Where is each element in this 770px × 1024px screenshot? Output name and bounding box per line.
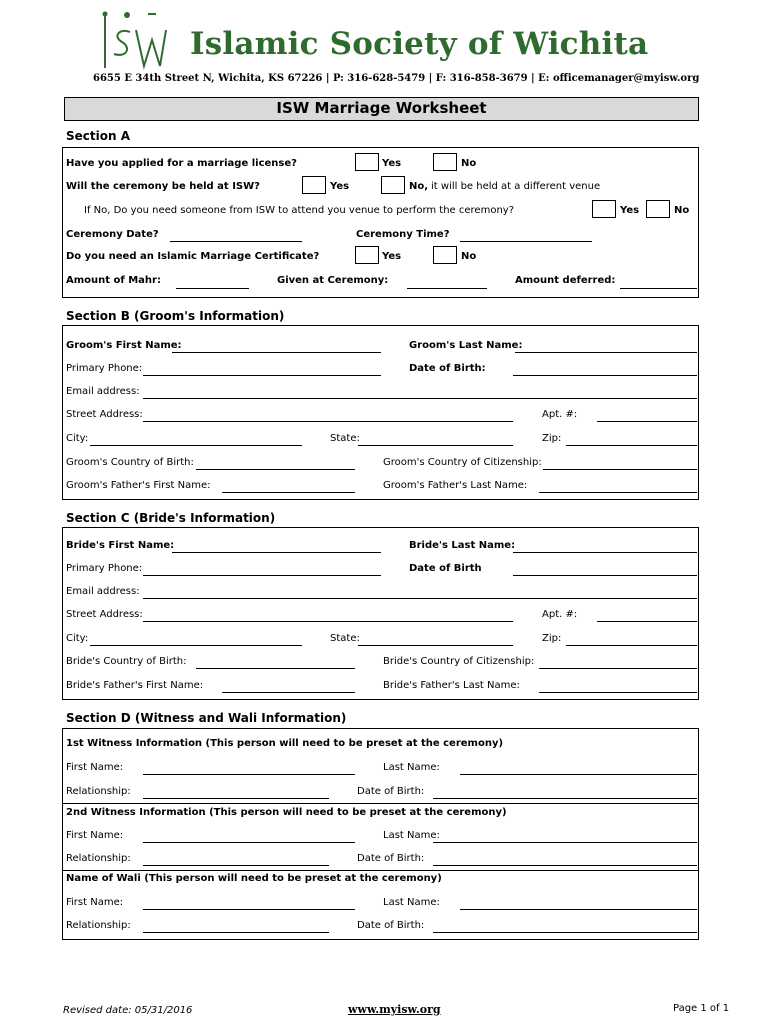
groom-dob-label: Date of Birth: <box>409 363 486 374</box>
bride-street-label: Street Address: <box>66 609 143 620</box>
groom-country-birth-field[interactable] <box>196 469 355 470</box>
wali-relationship-field[interactable] <box>143 932 329 933</box>
wali-first-name-field[interactable] <box>143 909 355 910</box>
isw-logo <box>96 10 168 72</box>
ceremony-isw-yes-label: Yes <box>330 181 350 192</box>
certificate-no-checkbox[interactable] <box>433 246 457 264</box>
witness1-dob-field[interactable] <box>433 798 697 799</box>
groom-first-name-field[interactable] <box>172 352 381 353</box>
bride-zip-field[interactable] <box>566 645 697 646</box>
bride-first-name-label: Bride's First Name: <box>66 540 175 551</box>
ceremony-isw-no-suffix: it will be held at a different venue <box>431 181 601 192</box>
groom-country-birth-label: Groom's Country of Birth: <box>66 457 194 468</box>
witness1-last-name-field[interactable] <box>460 774 697 775</box>
page-title: ISW Marriage Worksheet <box>276 99 487 117</box>
groom-city-label: City: <box>66 433 89 444</box>
witness2-relationship-field[interactable] <box>143 865 329 866</box>
groom-apt-field[interactable] <box>597 421 697 422</box>
groom-last-name-field[interactable] <box>515 352 697 353</box>
wali-dob-label: Date of Birth: <box>357 920 425 931</box>
ceremony-isw-question: Will the ceremony be held at ISW? <box>66 181 260 192</box>
witness2-heading: 2nd Witness Information (This person will need to be preset at the ceremony) <box>66 807 507 818</box>
groom-dob-field[interactable] <box>513 375 697 376</box>
bride-apt-field[interactable] <box>597 621 697 622</box>
bride-country-citizenship-field[interactable] <box>539 668 697 669</box>
groom-first-name-label: Groom's First Name: <box>66 340 182 351</box>
groom-father-last-label: Groom's Father's Last Name: <box>383 480 528 491</box>
bride-phone-field[interactable] <box>143 575 381 576</box>
given-at-ceremony-field[interactable] <box>407 288 487 289</box>
groom-city-field[interactable] <box>90 445 302 446</box>
witness1-last-name-label: Last Name: <box>383 762 440 773</box>
amount-deferred-label: Amount deferred: <box>515 275 616 286</box>
groom-country-citizenship-field[interactable] <box>543 469 697 470</box>
groom-last-name-label: Groom's Last Name: <box>409 340 523 351</box>
certificate-yes-checkbox[interactable] <box>355 246 379 264</box>
section-d-heading: Section D (Witness and Wali Information) <box>66 711 347 725</box>
witness2-divider <box>62 870 699 871</box>
bride-state-field[interactable] <box>358 645 513 646</box>
ceremony-isw-no-label: No, <box>409 181 429 192</box>
ceremony-date-label: Ceremony Date? <box>66 229 159 240</box>
witness2-first-name-field[interactable] <box>143 842 355 843</box>
groom-zip-field[interactable] <box>566 445 697 446</box>
ceremony-isw-no-checkbox[interactable] <box>381 176 405 194</box>
bride-father-first-field[interactable] <box>222 692 355 693</box>
bride-phone-label: Primary Phone: <box>66 563 143 574</box>
bride-email-label: Email address: <box>66 586 140 597</box>
groom-state-field[interactable] <box>358 445 513 446</box>
bride-father-last-field[interactable] <box>539 692 697 693</box>
groom-country-citizenship-label: Groom's Country of Citizenship: <box>383 457 542 468</box>
witness2-last-name-label: Last Name: <box>383 830 440 841</box>
ceremony-time-field[interactable] <box>460 241 592 242</box>
bride-first-name-field[interactable] <box>172 552 381 553</box>
attend-yes-checkbox[interactable] <box>592 200 616 218</box>
groom-phone-field[interactable] <box>143 375 381 376</box>
bride-dob-field[interactable] <box>513 575 697 576</box>
bride-last-name-field[interactable] <box>513 552 697 553</box>
section-a-heading: Section A <box>66 129 130 143</box>
website-link[interactable]: www.myisw.org <box>348 1003 441 1016</box>
groom-phone-label: Primary Phone: <box>66 363 143 374</box>
bride-country-citizenship-label: Bride's Country of Citizenship: <box>383 656 535 667</box>
certificate-question: Do you need an Islamic Marriage Certificate? <box>66 251 320 262</box>
witness2-dob-label: Date of Birth: <box>357 853 425 864</box>
license-yes-checkbox[interactable] <box>355 153 379 171</box>
ceremony-time-label: Ceremony Time? <box>356 229 450 240</box>
certificate-yes-label: Yes <box>382 251 402 262</box>
bride-city-label: City: <box>66 633 89 644</box>
attend-yes-label: Yes <box>620 205 640 216</box>
witness1-dob-label: Date of Birth: <box>357 786 425 797</box>
witness1-relationship-field[interactable] <box>143 798 329 799</box>
page-number: Page 1 of 1 <box>673 1003 730 1014</box>
witness1-first-name-label: First Name: <box>66 762 124 773</box>
groom-street-field[interactable] <box>143 421 513 422</box>
witness2-relationship-label: Relationship: <box>66 853 131 864</box>
bride-last-name-label: Bride's Last Name: <box>409 540 516 551</box>
groom-father-last-field[interactable] <box>539 492 697 493</box>
witness1-relationship-label: Relationship: <box>66 786 131 797</box>
groom-father-first-label: Groom's Father's First Name: <box>66 480 211 491</box>
license-no-checkbox[interactable] <box>433 153 457 171</box>
bride-zip-label: Zip: <box>542 633 562 644</box>
witness2-dob-field[interactable] <box>433 865 697 866</box>
bride-dob-label: Date of Birth <box>409 563 482 574</box>
bride-country-birth-label: Bride's Country of Birth: <box>66 656 187 667</box>
bride-apt-label: Apt. #: <box>542 609 578 620</box>
bride-email-field[interactable] <box>143 598 697 599</box>
bride-father-first-label: Bride's Father's First Name: <box>66 680 204 691</box>
witness1-heading: 1st Witness Information (This person will need to be preset at the ceremony) <box>66 738 504 749</box>
bride-street-field[interactable] <box>143 621 513 622</box>
revised-date: Revised date: 05/31/2016 <box>63 1005 193 1016</box>
org-name: Islamic Society of Wichita <box>190 26 649 62</box>
attend-question: If No, Do you need someone from ISW to attend you venue to perform the ceremony? <box>84 205 515 216</box>
org-address-line: 6655 E 34th Street N, Wichita, KS 67226 | P: 316-628-5479 | F: 316-858-3679 | E: officemanager@myisw.org <box>93 73 700 84</box>
section-b-heading: Section B (Groom's Information) <box>66 309 285 323</box>
wali-first-name-label: First Name: <box>66 897 124 908</box>
wali-heading: Name of Wali (This person will need to be preset at the ceremony) <box>66 873 442 884</box>
groom-email-field[interactable] <box>143 398 697 399</box>
groom-apt-label: Apt. #: <box>542 409 578 420</box>
groom-zip-label: Zip: <box>542 433 562 444</box>
attend-no-checkbox[interactable] <box>646 200 670 218</box>
ceremony-isw-yes-checkbox[interactable] <box>302 176 326 194</box>
wali-last-name-field[interactable] <box>460 909 697 910</box>
license-yes-label: Yes <box>382 158 402 169</box>
wali-last-name-label: Last Name: <box>383 897 440 908</box>
witness2-first-name-label: First Name: <box>66 830 124 841</box>
groom-father-first-field[interactable] <box>222 492 355 493</box>
bride-city-field[interactable] <box>90 645 302 646</box>
given-at-ceremony-label: Given at Ceremony: <box>277 275 389 286</box>
amount-deferred-field[interactable] <box>620 288 697 289</box>
witness2-last-name-field[interactable] <box>433 842 697 843</box>
bride-state-label: State: <box>330 633 360 644</box>
witness1-first-name-field[interactable] <box>143 774 355 775</box>
groom-email-label: Email address: <box>66 386 140 397</box>
wali-relationship-label: Relationship: <box>66 920 131 931</box>
license-no-label: No <box>461 158 477 169</box>
amount-mahr-label: Amount of Mahr: <box>66 275 161 286</box>
ceremony-date-field[interactable] <box>170 241 302 242</box>
attend-no-label: No <box>674 205 690 216</box>
certificate-no-label: No <box>461 251 477 262</box>
bride-father-last-label: Bride's Father's Last Name: <box>383 680 520 691</box>
witness1-divider <box>62 803 699 804</box>
amount-mahr-field[interactable] <box>176 288 249 289</box>
groom-street-label: Street Address: <box>66 409 143 420</box>
wali-dob-field[interactable] <box>433 932 697 933</box>
section-c-heading: Section C (Bride's Information) <box>66 511 276 525</box>
bride-country-birth-field[interactable] <box>196 668 355 669</box>
license-question: Have you applied for a marriage license? <box>66 158 297 169</box>
groom-state-label: State: <box>330 433 360 444</box>
